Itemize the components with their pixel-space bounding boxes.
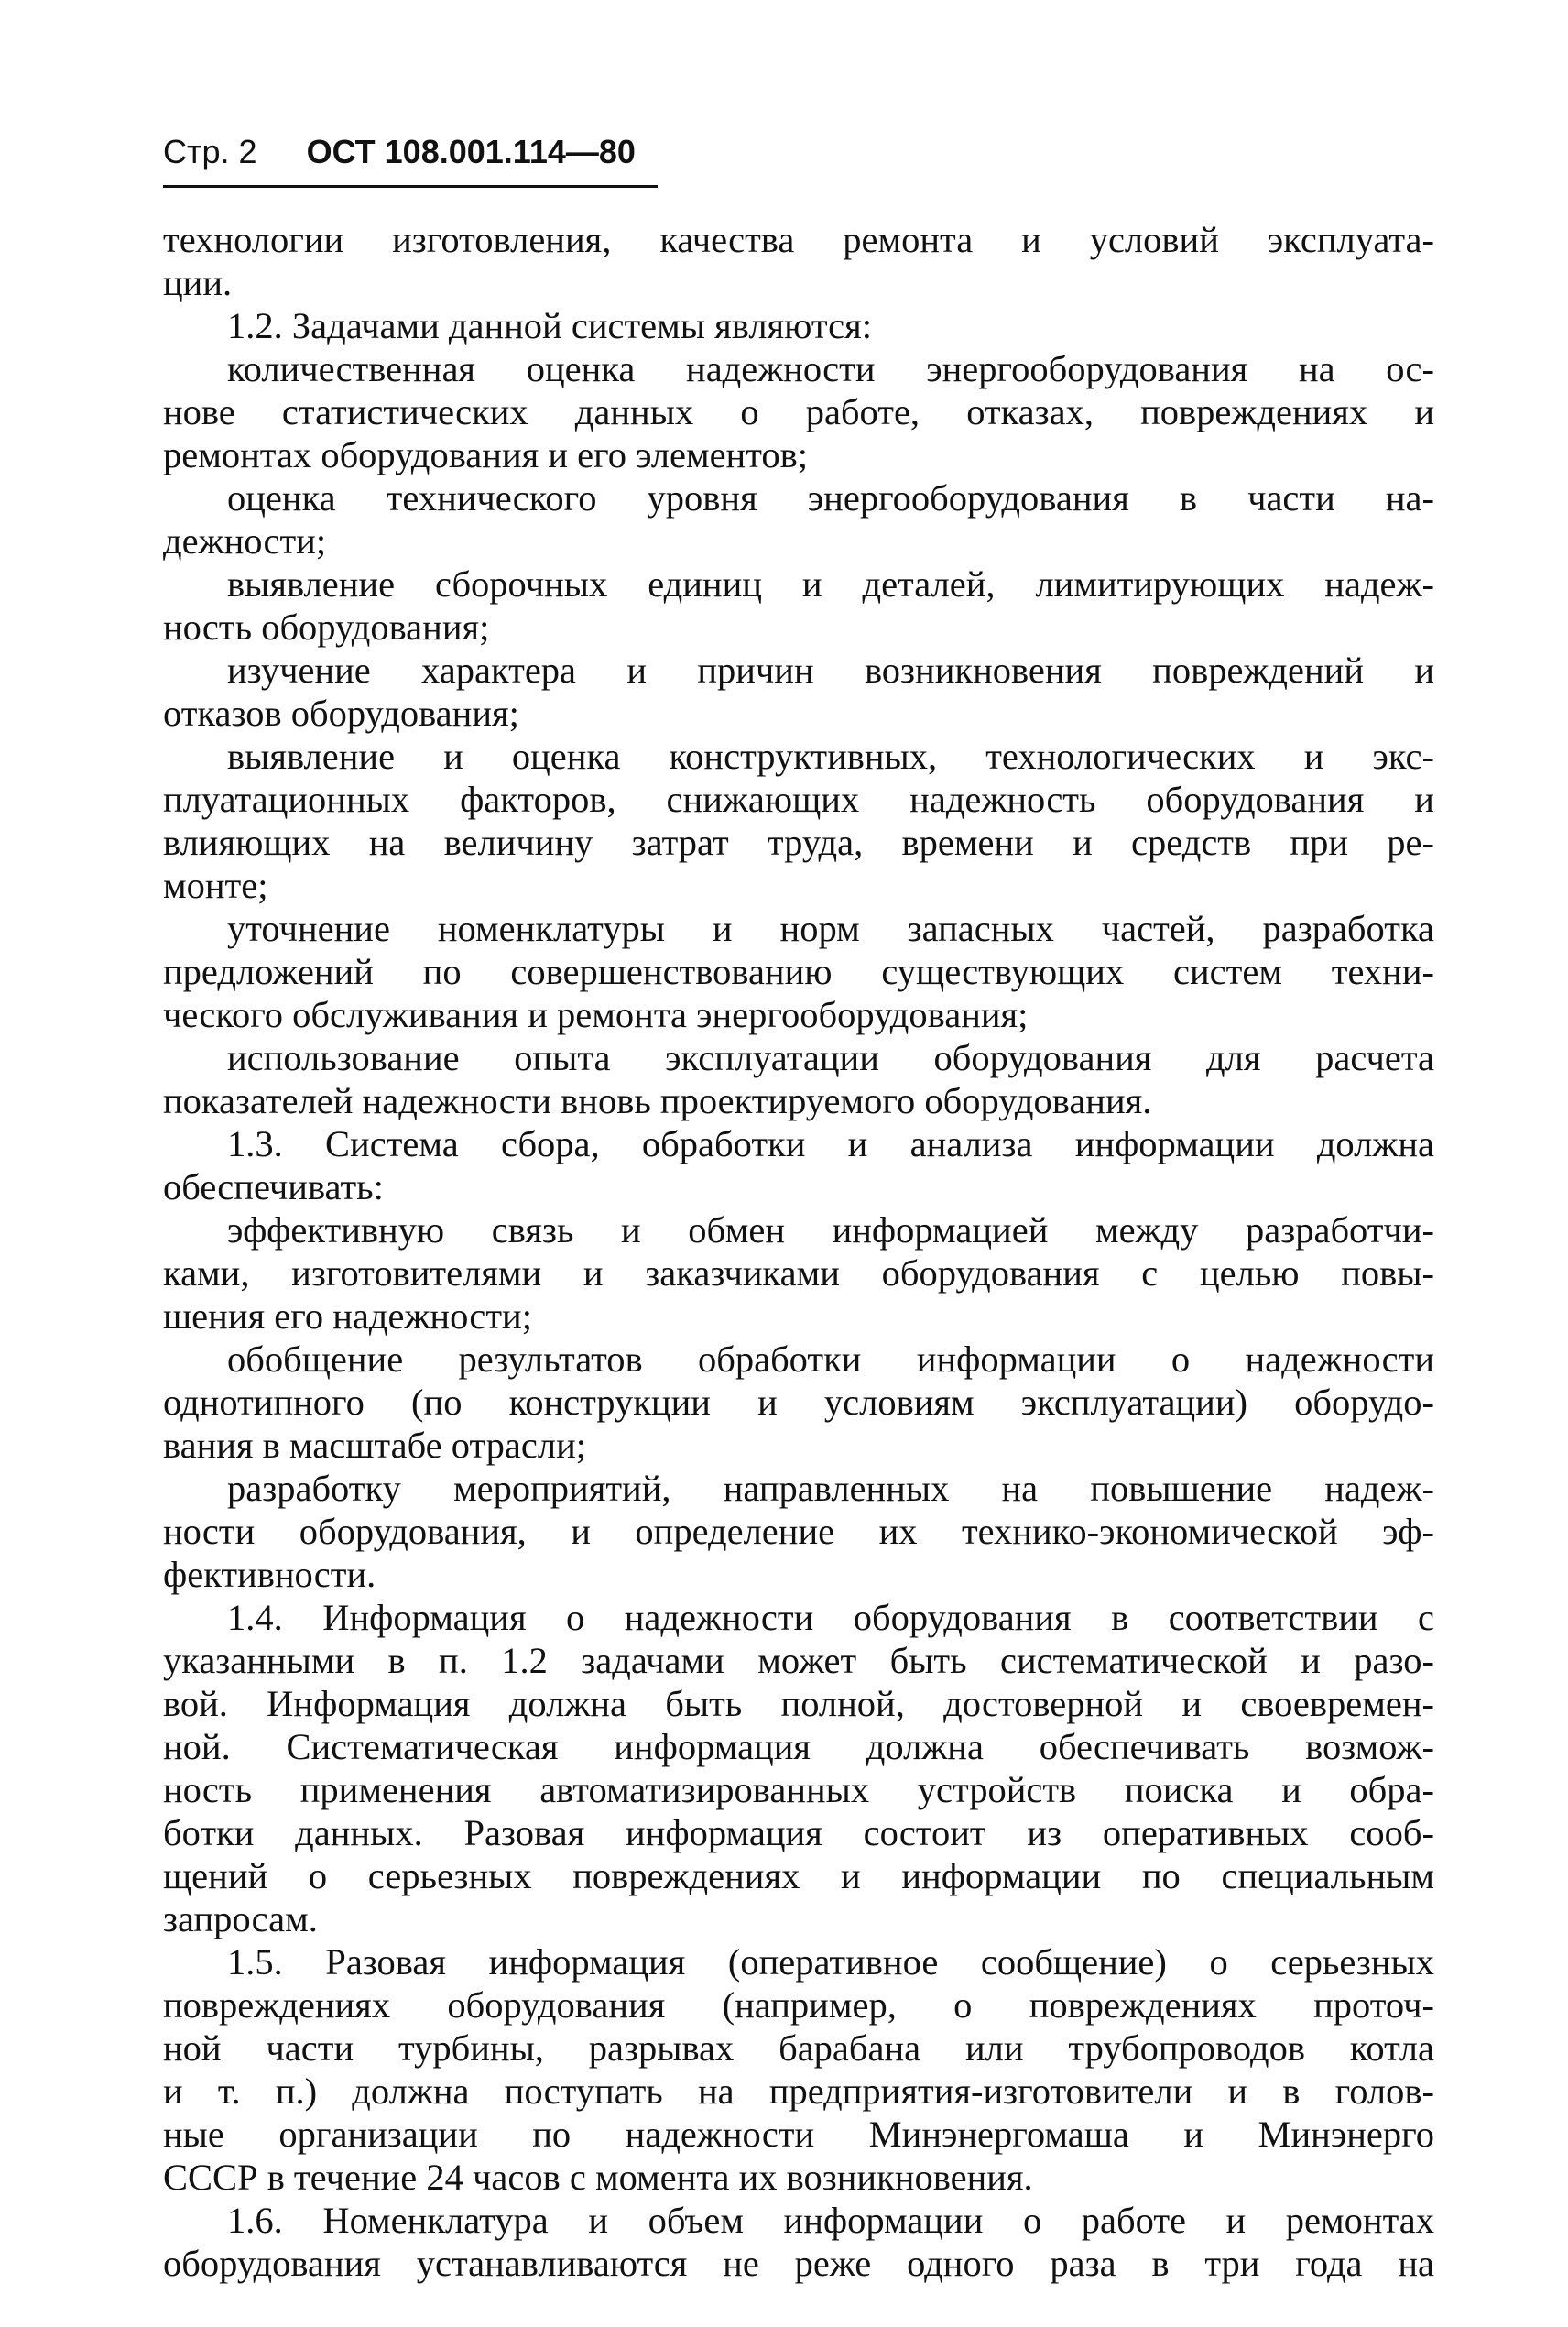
- text-line: обобщение результатов обработки информации о надежности: [227, 1338, 1434, 1380]
- standard-number: ОСТ 108.001.114—80: [306, 133, 636, 170]
- text-line: ной. Систематическая информация должна обеспечивать возмож-: [163, 1726, 1434, 1767]
- text-line: щений о серьезных повреждениях и информации по специальным: [163, 1855, 1434, 1896]
- text-line: ции.: [163, 262, 233, 303]
- text-line: количественная оценка надежности энергооборудования на ос-: [227, 348, 1434, 389]
- text-line: ками, изготовителями и заказчиками оборудования с целью повы-: [163, 1252, 1434, 1294]
- text-line: ческого обслуживания и ремонта энергооборудования;: [163, 994, 1029, 1035]
- text-line: разработку мероприятий, направленных на повышение надеж-: [227, 1468, 1434, 1509]
- text-line: фективности.: [163, 1554, 376, 1595]
- text-line: ботки данных. Разовая информация состоит из оперативных сооб-: [163, 1812, 1434, 1853]
- text-line: использование опыта эксплуатации оборудования для расчета: [227, 1037, 1434, 1078]
- text-line: обеспечивать:: [163, 1166, 384, 1207]
- body-text: [163, 218, 1434, 2285]
- text-line: отказов оборудования;: [163, 693, 519, 734]
- text-line: вания в масштабе отрасли;: [163, 1425, 586, 1466]
- text-line: показателей надежности вновь проектируемого оборудования.: [163, 1080, 1152, 1121]
- text-line: 1.6. Номенклатура и объем информации о работе и ремонтах: [227, 2200, 1434, 2241]
- text-line: ремонтах оборудования и его элементов;: [163, 434, 809, 475]
- text-line: ные организации по надежности Минэнергомаша и Минэнерго: [163, 2114, 1434, 2155]
- text-line: запросам.: [163, 1898, 318, 1939]
- page-header: [163, 128, 658, 188]
- text-line: 1.3. Система сбора, обработки и анализа информации должна: [227, 1123, 1434, 1164]
- text-line: нове статистических данных о работе, отказах, повреждениях и: [163, 391, 1434, 432]
- text-line: вой. Информация должна быть полной, достоверной и своевремен-: [163, 1683, 1434, 1724]
- text-line: предложений по совершенствованию существующих систем техни-: [163, 951, 1434, 992]
- text-line: ность применения автоматизированных устройств поиска и обра-: [163, 1769, 1434, 1810]
- text-line: плуатационных факторов, снижающих надежность оборудования и: [163, 779, 1434, 820]
- text-line: однотипного (по конструкции и условиям эксплуатации) оборудо-: [163, 1382, 1434, 1423]
- text-line: 1.5. Разовая информация (оперативное сообщение) о серьезных: [227, 1941, 1434, 1983]
- text-line: монте;: [163, 865, 268, 906]
- text-line: оборудования устанавливаются не реже одного раза в три года на: [163, 2243, 1434, 2284]
- text-line: 1.4. Информация о надежности оборудования в соответствии с: [227, 1597, 1434, 1638]
- text-line: шения его надежности;: [163, 1295, 532, 1337]
- text-line: влияющих на величину затрат труда, времени и средств при ре-: [163, 822, 1434, 863]
- text-line: ной части турбины, разрывах барабана или трубопроводов котла: [163, 2027, 1434, 2069]
- text-line: эффективную связь и обмен информацией между разработчи-: [227, 1209, 1434, 1251]
- text-line: СССР в течение 24 часов с момента их возникновения.: [163, 2157, 1033, 2198]
- text-line: технологии изготовления, качества ремонта и условий эксплуата-: [163, 219, 1434, 260]
- text-line: выявление сборочных единиц и деталей, лимитирующих надеж-: [227, 563, 1434, 605]
- text-line: 1.2. Задачами данной системы являются:: [227, 305, 872, 346]
- page-number: Стр. 2: [163, 133, 257, 170]
- text-line: ность оборудования;: [163, 606, 490, 648]
- text-line: уточнение номенклатуры и норм запасных частей, разработка: [227, 908, 1434, 949]
- text-line: ности оборудования, и определение их технико-экономической эф-: [163, 1511, 1434, 1552]
- text-line: и т. п.) должна поступать на предприятия-изготовители и в голов-: [163, 2070, 1434, 2112]
- text-line: изучение характера и причин возникновения повреждений и: [227, 650, 1434, 691]
- text-line: оценка технического уровня энергооборудования в части на-: [227, 477, 1434, 519]
- text-line: указанными в п. 1.2 задачами может быть систематической и разо-: [163, 1640, 1434, 1681]
- text-line: дежности;: [163, 520, 327, 562]
- text-line: повреждениях оборудования (например, о повреждениях проточ-: [163, 1984, 1434, 2026]
- text-line: выявление и оценка конструктивных, технологических и экс-: [227, 736, 1434, 777]
